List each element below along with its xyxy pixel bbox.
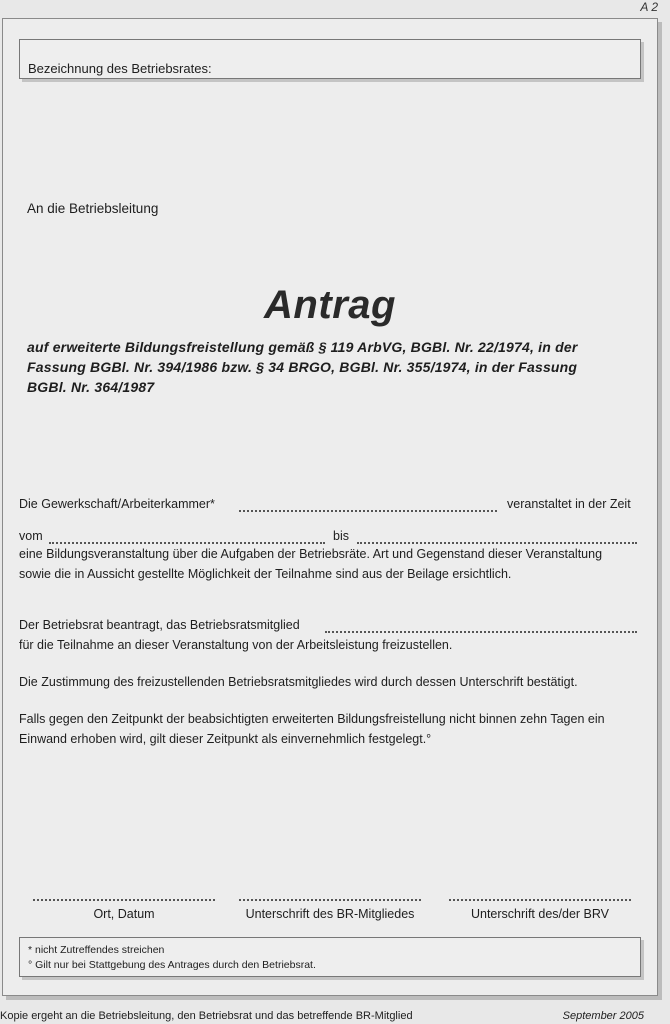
- to-label: bis: [333, 529, 349, 543]
- subtitle-line-1: auf erweiterte Bildungsfreistellung gemäß § 119 ArbVG, BGBl. Nr. 22/1974, in der: [27, 339, 578, 355]
- request-suffix: für die Teilnahme an dieser Veranstaltung von der Arbeitsleistung freizustellen.: [19, 638, 453, 652]
- member-signature-field[interactable]: [239, 899, 421, 901]
- chair-signature-field[interactable]: [449, 899, 631, 901]
- form-title: Antrag: [264, 283, 396, 327]
- copies-note: Kopie ergeht an die Betriebsleitung, den Betriebsrat und das betreffende BR-Mitglied: [0, 1010, 413, 1022]
- section1-line-3: eine Bildungsveranstaltung über die Aufgaben der Betriebsräte. Art und Gegenstand dieser Veranstaltung: [19, 547, 603, 561]
- chair-signature-label: Unterschrift des/der BRV: [470, 907, 610, 921]
- form-sheet: [2, 18, 658, 996]
- request-label: Der Betriebsrat beantragt, das Betriebsratsmitglied: [19, 618, 300, 632]
- subtitle-line-3: BGBl. Nr. 364/1987: [27, 379, 155, 395]
- works-council-name-field[interactable]: [19, 39, 641, 79]
- member-signature-label: Unterschrift des BR-Mitgliedes: [245, 907, 415, 921]
- works-council-name-label: Bezeichnung des Betriebsrates:: [28, 61, 212, 76]
- place-date-label: Ort, Datum: [93, 907, 155, 921]
- form-date: September 2005: [562, 1010, 644, 1022]
- footnote-degree: ° Gilt nur bei Stattgebung des Antrages durch den Betriebsrat.: [28, 959, 316, 971]
- organizer-suffix: veranstaltet in der Zeit: [507, 497, 631, 511]
- organizer-label: Die Gewerkschaft/Arbeiterkammer*: [19, 497, 215, 511]
- member-name-field[interactable]: [325, 631, 637, 633]
- form-code: A 2: [640, 0, 658, 14]
- organizer-field[interactable]: [239, 510, 497, 512]
- place-date-field[interactable]: [33, 899, 215, 901]
- from-date-field[interactable]: [49, 542, 325, 544]
- to-date-field[interactable]: [357, 542, 637, 544]
- from-label: vom: [19, 529, 43, 543]
- subtitle-line-2: Fassung BGBl. Nr. 394/1986 bzw. § 34 BRGO, BGBl. Nr. 355/1974, in der Fassung: [27, 359, 578, 375]
- consent-text: Die Zustimmung des freizustellenden Betriebsratsmitgliedes wird durch dessen Unterschrift bestätigt.: [19, 675, 578, 689]
- deadline-line-2: Einwand erhoben wird, gilt dieser Zeitpunkt als einvernehmlich festgelegt.°: [19, 732, 432, 746]
- form-subtitle: [27, 337, 647, 397]
- footnote-asterisk: * nicht Zutreffendes streichen: [28, 944, 165, 956]
- footnotes-box: [19, 937, 641, 977]
- addressee: An die Betriebsleitung: [27, 201, 159, 216]
- deadline-line-1: Falls gegen den Zeitpunkt der beabsichtigten erweiterten Bildungsfreistellung nicht binnen zehn Tagen ein: [19, 712, 605, 726]
- section1-line-4: sowie die in Aussicht gestellte Möglichkeit der Teilnahme sind aus der Beilage ersichtlich.: [19, 567, 512, 581]
